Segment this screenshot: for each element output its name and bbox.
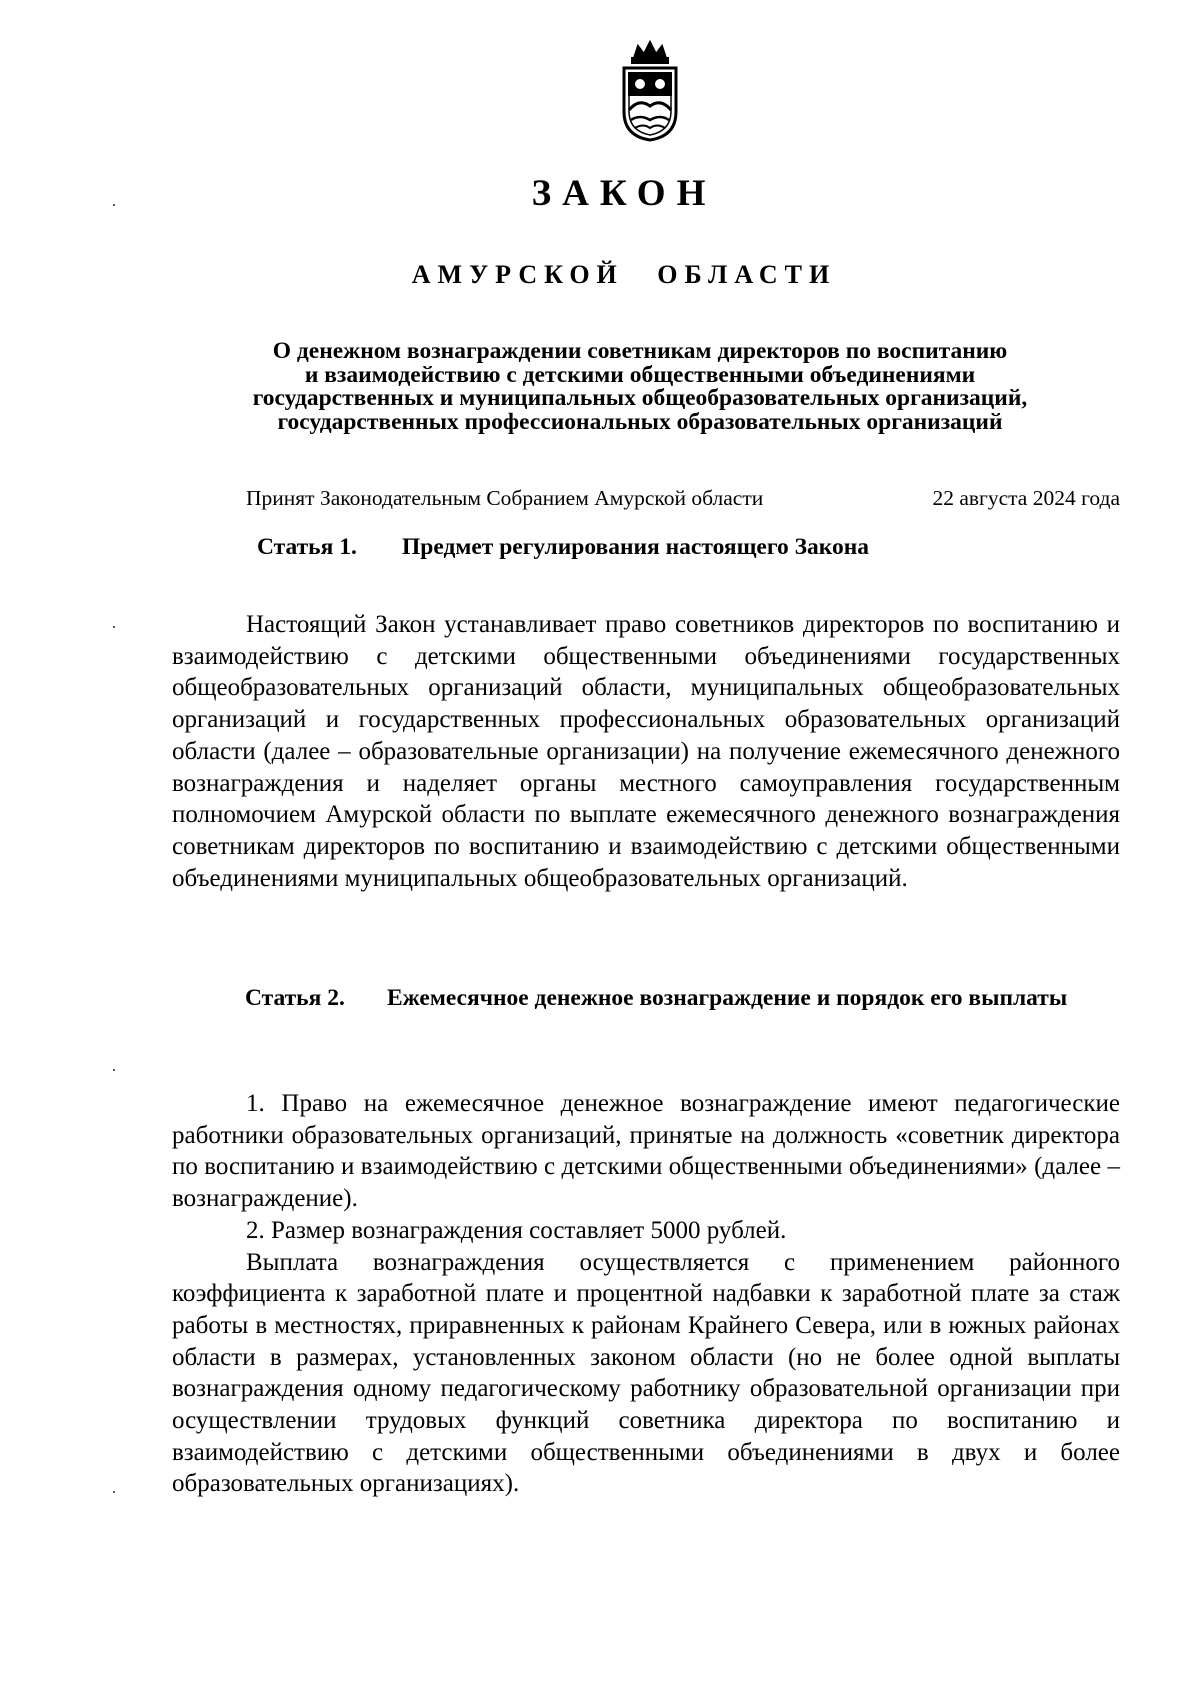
document-title [160, 340, 1120, 434]
article-1-body [172, 609, 1120, 894]
paragraph: 1. Право на ежемесячное денежное вознаграждение имеют педагогические работники образовательных организаций, принятые на должность «советник директора по воспитанию и взаимодействию с детскими общественными объединениями» (далее – вознаграждение). [172, 1090, 1120, 1213]
paragraph: Выплата вознаграждения осуществляется с применением районного коэффициента к заработной плате и процентной надбавки к заработной плате за стаж работы в местностях, приравненных к районам Крайнего Севера, или в южных районах области в размерах, установленных законом области (но не более одной выплаты вознаграждения одному педагогическому работнику образовательной организации при осуществлении трудовых функций советника директора по воспитанию и взаимодействию с детскими общественными объединениями в двух и более образовательных организациях). [172, 1248, 1120, 1498]
article-title: Ежемесячное денежное вознаграждение и порядок его выплаты [387, 985, 1068, 1011]
article-2-body [172, 1088, 1120, 1500]
adopted-date: 22 августа 2024 года [932, 486, 1120, 510]
title-line: и взаимодействию с детскими общественными объединениями [304, 361, 976, 388]
scan-speck [113, 204, 115, 206]
scan-speck [113, 1491, 115, 1493]
paragraph: Настоящий Закон устанавливает право советников директоров по воспитанию и взаимодействию с детскими общественными объединениями государственных общеобразовательных организаций области, муниципальных общеобразовательных организаций и государственных профессиональных образовательных организаций области (далее – образовательные организации) на получение ежемесячного денежного вознаграждения и наделяет органы местного самоуправления государственным полномочием Амурской области по выплате ежемесячного денежного вознаграждения советникам директоров по воспитанию и взаимодействию с детскими общественными объединениями муниципальных общеобразовательных организаций. [172, 611, 1120, 892]
region-heading: АМУРСКОЙ ОБЛАСТИ [411, 260, 837, 289]
article-2-heading [245, 986, 1105, 1010]
paragraph: 2. Размер вознаграждения составляет 5000 рублей. [246, 1216, 787, 1244]
scan-speck [113, 1069, 115, 1071]
title-line: государственных и муниципальных общеобразовательных организаций, [252, 385, 1028, 411]
article-1-heading [257, 535, 869, 559]
article-number: Статья 2. [245, 985, 345, 1011]
adopted-by: Принят Законодательным Собранием Амурской области [246, 486, 764, 510]
adoption-line [246, 484, 1120, 512]
title-line: О денежном вознаграждении советникам директоров по воспитанию [272, 338, 1008, 364]
law-heading: ЗАКОН [531, 173, 717, 214]
scan-speck [113, 626, 115, 628]
article-number: Статья 1. [257, 534, 357, 560]
coat-of-arms-icon [612, 40, 688, 142]
article-title: Предмет регулирования настоящего Закона [402, 534, 869, 560]
title-line: государственных профессиональных образовательных организаций [277, 408, 1003, 435]
